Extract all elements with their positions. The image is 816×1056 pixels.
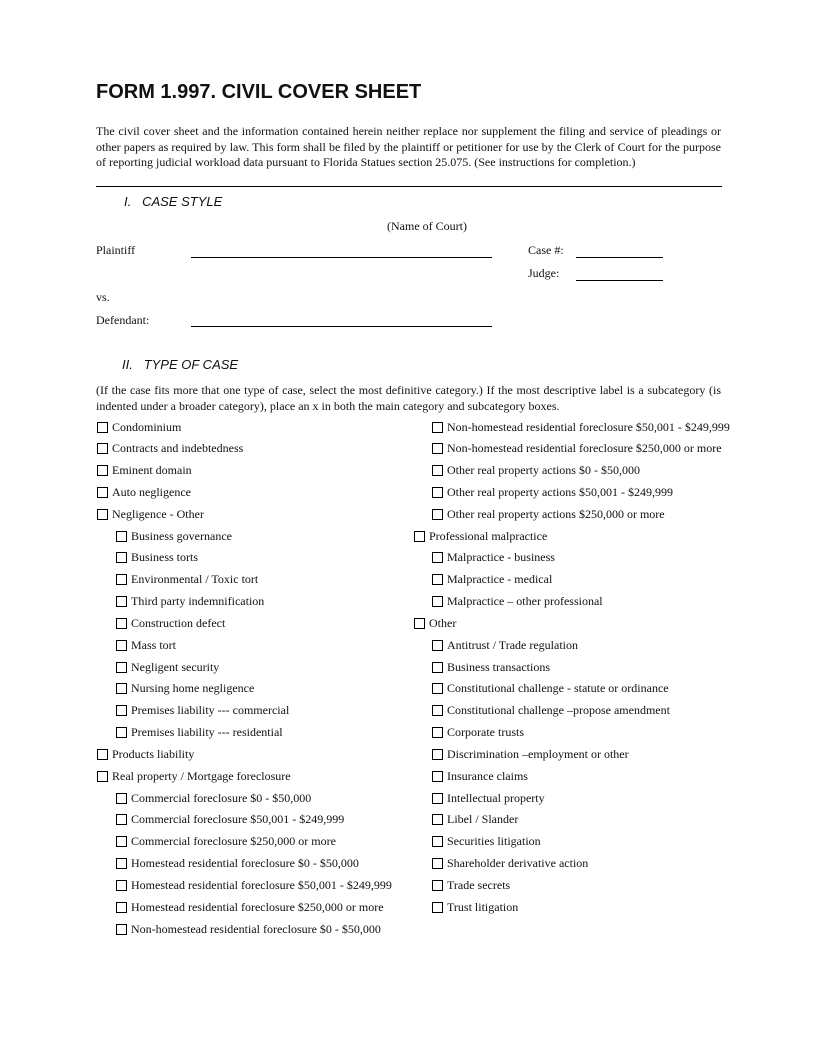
- case-type-option[interactable]: [432, 899, 518, 915]
- case-type-option[interactable]: [116, 528, 232, 544]
- checkbox-label: Environmental / Toxic tort: [131, 572, 259, 587]
- checkbox[interactable]: [116, 814, 127, 825]
- checkbox[interactable]: [116, 727, 127, 738]
- checkbox-label: Third party indemnification: [131, 594, 265, 609]
- vs-label: vs.: [96, 290, 110, 304]
- checkbox-label: Corporate trusts: [447, 725, 524, 740]
- checkbox[interactable]: [97, 422, 108, 433]
- section-title: TYPE OF CASE: [143, 357, 239, 372]
- case-type-option[interactable]: [116, 877, 392, 893]
- plaintiff-field[interactable]: [191, 257, 492, 258]
- case-type-option[interactable]: [116, 790, 311, 806]
- checkbox-label: Constitutional challenge - statute or ordinance: [447, 681, 669, 696]
- checkbox-label: Premises liability --- residential: [131, 725, 283, 740]
- plaintiff-label: Plaintiff: [96, 243, 136, 257]
- case-number-label: Case #:: [528, 243, 564, 257]
- section-type-of-case-heading: [122, 357, 238, 372]
- checkbox-label: Libel / Slander: [447, 812, 519, 827]
- case-type-option[interactable]: [432, 572, 552, 588]
- checkbox[interactable]: [432, 814, 443, 825]
- checkbox[interactable]: [97, 465, 108, 476]
- case-type-option[interactable]: [432, 725, 524, 741]
- checkbox-label: Homestead residential foreclosure $50,001 - $249,999: [131, 877, 392, 892]
- case-type-option[interactable]: [432, 856, 588, 872]
- checkbox-label: Non-homestead residential foreclosure $250,000 or more: [447, 441, 722, 456]
- checkbox[interactable]: [116, 902, 127, 913]
- checkbox[interactable]: [116, 836, 127, 847]
- case-type-option[interactable]: [432, 790, 545, 806]
- case-type-option[interactable]: [432, 812, 518, 828]
- case-type-option[interactable]: [116, 703, 289, 719]
- checkbox[interactable]: [432, 793, 443, 804]
- checkbox[interactable]: [432, 683, 443, 694]
- case-type-option[interactable]: [116, 921, 381, 937]
- checkbox[interactable]: [116, 531, 127, 542]
- case-type-option[interactable]: [414, 615, 456, 631]
- case-type-option[interactable]: [432, 768, 528, 784]
- checkbox-label: Other: [429, 615, 457, 630]
- case-type-option[interactable]: [116, 834, 336, 850]
- checkbox-label: Professional malpractice: [429, 528, 548, 543]
- checkbox[interactable]: [432, 902, 443, 913]
- checkbox[interactable]: [97, 771, 108, 782]
- checkbox-label: Insurance claims: [447, 768, 528, 783]
- case-type-option[interactable]: [432, 681, 669, 697]
- checkbox-label: Other real property actions $50,001 - $249,999: [447, 484, 673, 499]
- checkbox[interactable]: [116, 793, 127, 804]
- section-title: CASE STYLE: [142, 194, 223, 209]
- checkbox-label: Non-homestead residential foreclosure $50,001 - $249,999: [447, 419, 730, 434]
- checkbox-label: Commercial foreclosure $0 - $50,000: [131, 790, 312, 805]
- case-type-option[interactable]: [116, 659, 219, 675]
- type-of-case-instructions: (If the case fits more that one type of case, select the most definitive category.) If the most descriptive label is a subcategory (is indented under a broader category), place an x in both the main category and subcategory boxes.: [96, 383, 721, 413]
- checkbox[interactable]: [432, 443, 443, 454]
- checkbox-label: Malpractice - business: [447, 550, 555, 565]
- checkbox[interactable]: [432, 487, 443, 498]
- checkbox[interactable]: [432, 422, 443, 433]
- checkbox[interactable]: [414, 618, 425, 629]
- case-type-option[interactable]: [432, 637, 578, 653]
- checkbox-label: Contracts and indebtedness: [112, 441, 244, 456]
- checkbox[interactable]: [116, 705, 127, 716]
- checkbox-label: Premises liability --- commercial: [131, 703, 290, 718]
- case-type-option[interactable]: [116, 899, 384, 915]
- checkbox[interactable]: [432, 771, 443, 782]
- checkbox[interactable]: [432, 509, 443, 520]
- checkbox[interactable]: [432, 640, 443, 651]
- case-type-option[interactable]: [432, 441, 722, 457]
- case-type-option[interactable]: [116, 725, 283, 741]
- name-of-court-label: (Name of Court): [387, 219, 467, 233]
- checkbox-label: Business transactions: [447, 659, 550, 674]
- judge-field[interactable]: [576, 280, 663, 281]
- case-type-option[interactable]: [414, 528, 547, 544]
- checkbox[interactable]: [432, 705, 443, 716]
- defendant-field[interactable]: [191, 326, 492, 327]
- checkbox-label: Malpractice – other professional: [447, 594, 603, 609]
- section-number: II.: [122, 357, 133, 372]
- checkbox[interactable]: [432, 662, 443, 673]
- case-type-option[interactable]: [97, 441, 243, 457]
- case-type-option[interactable]: [432, 834, 541, 850]
- checkbox[interactable]: [116, 574, 127, 585]
- form-title: FORM 1.997. CIVIL COVER SHEET: [96, 81, 422, 103]
- case-type-option[interactable]: [97, 463, 192, 479]
- checkbox[interactable]: [116, 640, 127, 651]
- checkbox-label: Products liability: [112, 746, 195, 761]
- checkbox[interactable]: [432, 880, 443, 891]
- case-type-option[interactable]: [97, 768, 291, 784]
- case-type-option[interactable]: [116, 594, 264, 610]
- checkbox-label: Eminent domain: [112, 463, 192, 478]
- checkbox[interactable]: [97, 509, 108, 520]
- case-type-option[interactable]: [432, 484, 673, 500]
- case-type-option[interactable]: [432, 463, 640, 479]
- checkbox-label: Homestead residential foreclosure $250,000 or more: [131, 899, 384, 914]
- checkbox-label: Real property / Mortgage foreclosure: [112, 768, 291, 783]
- checkbox[interactable]: [116, 662, 127, 673]
- case-number-field[interactable]: [576, 257, 663, 258]
- checkbox[interactable]: [97, 487, 108, 498]
- case-type-option[interactable]: [432, 594, 603, 610]
- case-type-option[interactable]: [116, 812, 344, 828]
- checkbox[interactable]: [432, 552, 443, 563]
- checkbox[interactable]: [97, 443, 108, 454]
- intro-paragraph: The civil cover sheet and the information contained herein neither replace nor supplement the filing and service of pleadings or other papers as required by law. This form shall be filed by the plaintiff or petitioner for use by the Clerk of Court for the purpose of reporting judicial workload data pursuant to Florida Statues section 25.075. (See instructions for completion.): [96, 124, 721, 169]
- checkbox-label: Securities litigation: [447, 834, 541, 849]
- checkbox-label: Trust litigation: [447, 899, 519, 914]
- case-type-option[interactable]: [116, 637, 176, 653]
- checkbox-label: Discrimination –employment or other: [447, 746, 629, 761]
- checkbox[interactable]: [432, 574, 443, 585]
- checkbox-label: Mass tort: [131, 637, 176, 652]
- checkbox-label: Intellectual property: [447, 790, 545, 805]
- checkbox[interactable]: [116, 683, 127, 694]
- checkbox[interactable]: [432, 858, 443, 869]
- case-type-option[interactable]: [97, 484, 191, 500]
- checkbox-label: Construction defect: [131, 615, 226, 630]
- checkbox[interactable]: [432, 465, 443, 476]
- checkbox[interactable]: [432, 727, 443, 738]
- case-type-option[interactable]: [116, 572, 258, 588]
- case-type-option[interactable]: [116, 615, 225, 631]
- checkbox-label: Shareholder derivative action: [447, 856, 589, 871]
- checkbox[interactable]: [97, 749, 108, 760]
- case-type-option[interactable]: [432, 703, 670, 719]
- checkbox-label: Other real property actions $250,000 or more: [447, 506, 665, 521]
- case-type-option[interactable]: [97, 746, 194, 762]
- section-number: I.: [124, 194, 132, 209]
- checkbox-label: Other real property actions $0 - $50,000: [447, 463, 640, 478]
- section-case-style-heading: [124, 194, 222, 209]
- checkbox-label: Homestead residential foreclosure $0 - $50,000: [131, 856, 359, 871]
- case-type-option[interactable]: [432, 419, 730, 435]
- case-type-option[interactable]: [97, 419, 181, 435]
- checkbox-label: Commercial foreclosure $250,000 or more: [131, 834, 336, 849]
- checkbox[interactable]: [414, 531, 425, 542]
- case-type-option[interactable]: [432, 877, 510, 893]
- case-type-option[interactable]: [116, 856, 359, 872]
- checkbox[interactable]: [432, 596, 443, 607]
- checkbox-label: Business torts: [131, 550, 199, 565]
- case-type-option[interactable]: [116, 550, 198, 566]
- checkbox[interactable]: [432, 749, 443, 760]
- divider: [96, 186, 722, 187]
- checkbox-label: Negligent security: [131, 659, 220, 674]
- checkbox-label: Condominium: [112, 419, 182, 434]
- checkbox[interactable]: [116, 880, 127, 891]
- checkbox-label: Malpractice - medical: [447, 572, 553, 587]
- checkbox[interactable]: [116, 618, 127, 629]
- judge-label: Judge:: [528, 266, 560, 280]
- checkbox-label: Nursing home negligence: [131, 681, 255, 696]
- checkbox-label: Trade secrets: [447, 877, 511, 892]
- checkbox-label: Negligence - Other: [112, 506, 204, 521]
- checkbox-label: Commercial foreclosure $50,001 - $249,999: [131, 812, 345, 827]
- case-type-option[interactable]: [432, 506, 665, 522]
- checkbox[interactable]: [432, 836, 443, 847]
- checkbox-label: Constitutional challenge –propose amendment: [447, 703, 670, 718]
- checkbox-label: Business governance: [131, 528, 232, 543]
- case-type-option[interactable]: [97, 506, 204, 522]
- checkbox[interactable]: [116, 596, 127, 607]
- checkbox-label: Antitrust / Trade regulation: [447, 637, 578, 652]
- checkbox[interactable]: [116, 552, 127, 563]
- checkbox-label: Auto negligence: [112, 484, 191, 499]
- defendant-label: Defendant:: [96, 313, 150, 327]
- checkbox-label: Non-homestead residential foreclosure $0 - $50,000: [131, 921, 381, 936]
- checkbox[interactable]: [116, 858, 127, 869]
- case-type-option[interactable]: [432, 550, 555, 566]
- case-type-option[interactable]: [116, 681, 254, 697]
- checkbox[interactable]: [116, 924, 127, 935]
- case-type-option[interactable]: [432, 659, 550, 675]
- case-type-option[interactable]: [432, 746, 629, 762]
